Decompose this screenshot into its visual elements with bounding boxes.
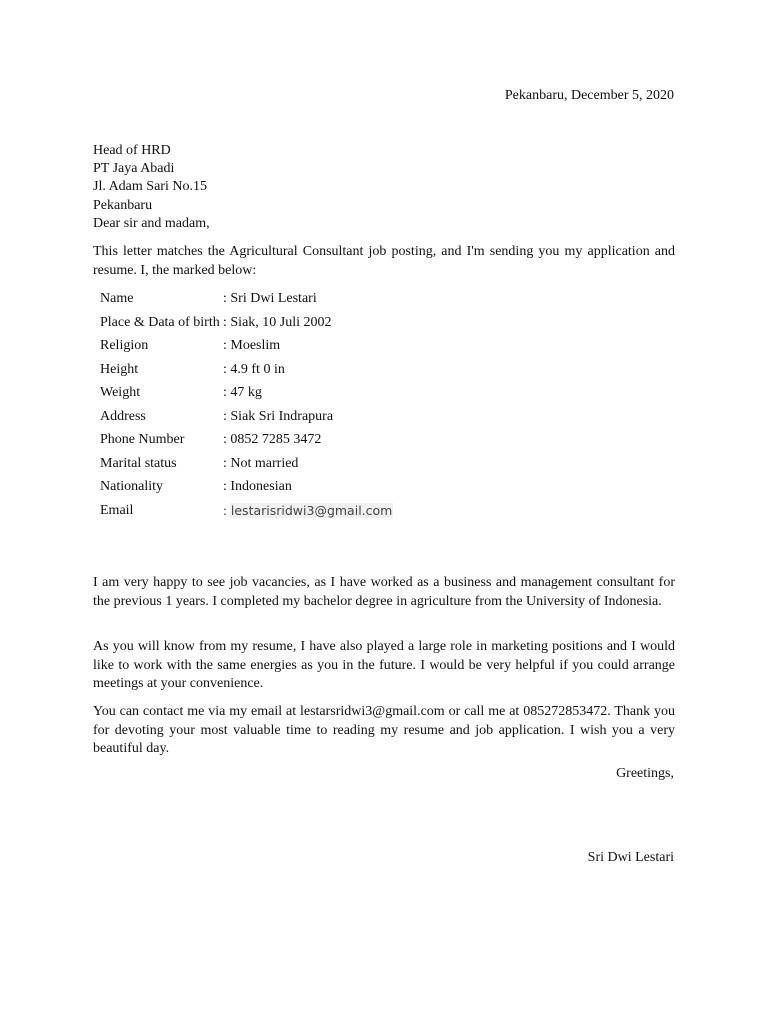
detail-value: : Moeslim (223, 338, 281, 353)
detail-row (93, 381, 433, 405)
detail-label: Email (100, 502, 134, 518)
detail-row (93, 287, 433, 311)
email-colon: : (223, 503, 227, 519)
detail-value: : Siak, 10 Juli 2002 (223, 314, 332, 330)
recipient-line: Head of HRD (93, 143, 171, 158)
signature-name: Sri Dwi Lestari (587, 850, 674, 865)
detail-row (93, 475, 433, 499)
recipient-block (93, 142, 210, 233)
detail-row (93, 499, 433, 524)
email-link[interactable]: lestarisridwi3@gmail.com (230, 502, 393, 518)
detail-value: : 4.9 ft 0 in (223, 361, 285, 377)
body-paragraph-2: As you will know from my resume, I have also played a large role in marketing positions and I would like to work with the same energies as you in the future. I would be very helpful if you could arrange meetings at your convenience. (93, 639, 675, 691)
detail-row (93, 428, 433, 452)
detail-row (93, 452, 433, 476)
body-paragraph-1: I am very happy to see job vacancies, as I have worked as a business and management consultant for the previous 1 years. I completed my bachelor degree in agriculture from the University of Indonesia. (93, 575, 675, 609)
detail-value: : Sri Dwi Lestari (223, 291, 317, 306)
detail-row (93, 334, 433, 358)
detail-value: : Not married (223, 455, 299, 471)
detail-label: Address (100, 408, 146, 424)
detail-label: Height (100, 361, 139, 377)
detail-row (93, 311, 433, 335)
detail-label: Marital status (100, 455, 177, 471)
recipient-line: Pekanbaru (93, 197, 153, 213)
detail-value: : Indonesian (223, 479, 292, 494)
detail-label: Weight (100, 385, 141, 400)
recipient-line: PT Jaya Abadi (93, 161, 175, 177)
detail-row (93, 358, 433, 382)
detail-label: Place & Data of birth (100, 314, 220, 330)
detail-row (93, 405, 433, 429)
detail-value: : Siak Sri Indrapura (223, 408, 334, 424)
detail-label: Nationality (100, 479, 163, 494)
detail-label: Name (100, 291, 134, 306)
detail-label: Phone Number (100, 432, 185, 447)
detail-label: Religion (100, 338, 149, 353)
intro-paragraph: This letter matches the Agricultural Consultant job posting, and I'm sending you my application and resume. I, the marked below: (93, 244, 675, 278)
detail-value-email (223, 502, 433, 521)
detail-value: : 0852 7285 3472 (223, 432, 322, 447)
personal-details-table (93, 287, 433, 523)
salutation: Dear sir and madam, (93, 215, 210, 231)
body-paragraph-3: You can contact me via my email at lestarsridwi3@gmail.com or call me at 085272853472. Thank you for devoting your most valuable time to reading my resume and job application. I wish you a very beautiful day. (93, 704, 675, 756)
recipient-line: Jl. Adam Sari No.15 (93, 179, 207, 195)
detail-value: : 47 kg (223, 385, 262, 400)
closing-greeting: Greetings, (616, 766, 674, 781)
letter-date: Pekanbaru, December 5, 2020 (504, 88, 674, 103)
